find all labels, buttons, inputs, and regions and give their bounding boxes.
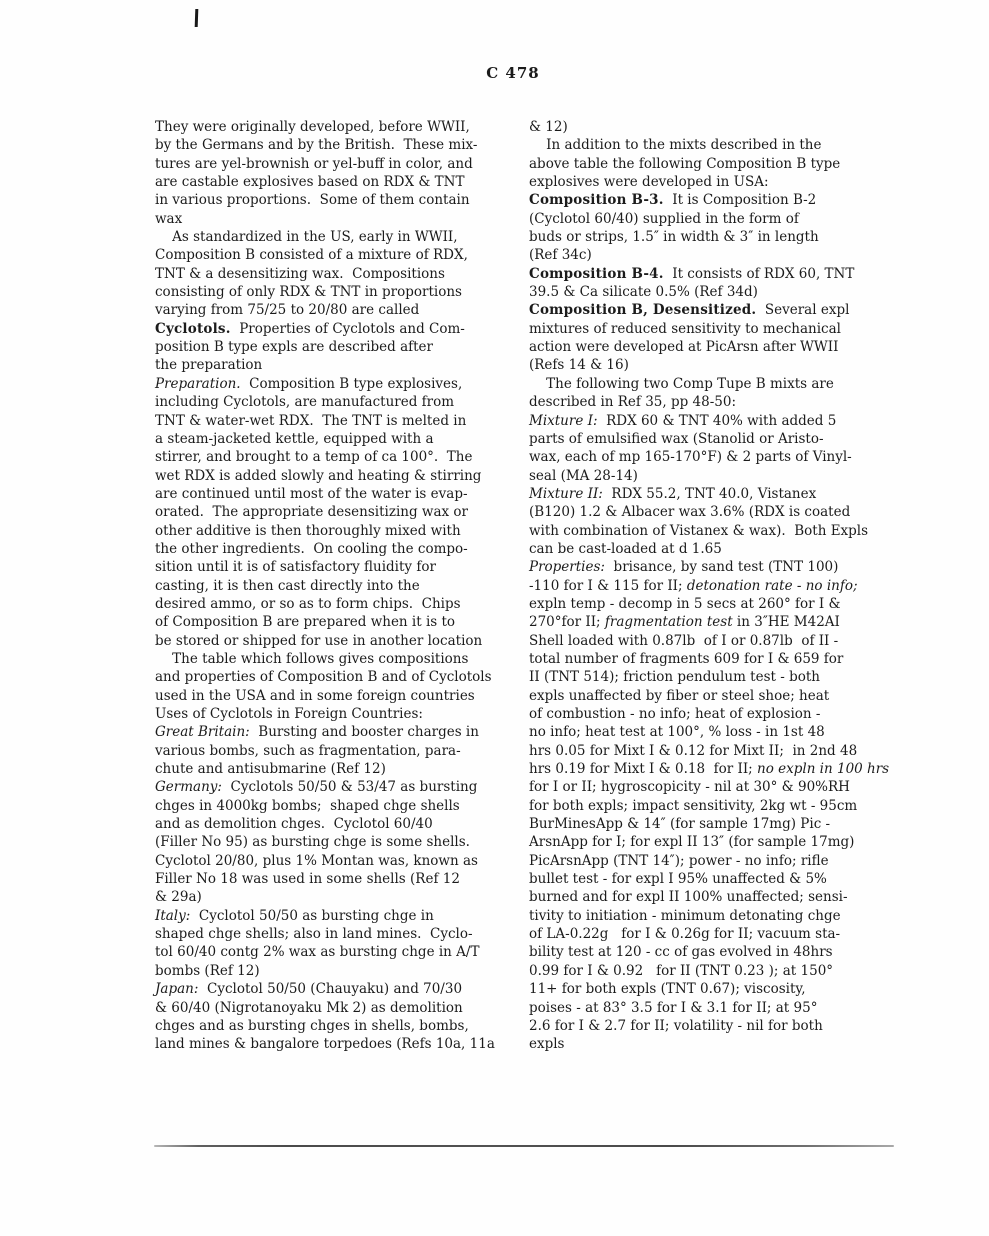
text-line — [155, 503, 500, 521]
text-segment: Composition B type explosives, — [240, 375, 463, 392]
text-line — [529, 356, 929, 374]
text-line — [155, 1035, 500, 1053]
text-line — [529, 173, 929, 191]
text-line — [529, 833, 929, 851]
text-segment: Filler No 18 was used in some shells (Ref 12 — [155, 871, 460, 888]
text-segment: and as demolition chges. Cyclotol 60/40 — [155, 816, 433, 833]
text-segment: expls unaffected by fiber or steel shoe; heat — [529, 687, 830, 704]
text-line — [155, 540, 500, 558]
text-segment: casting, it is then cast directly into the — [155, 577, 420, 594]
text-segment: hrs 0.05 for Mixt I & 0.12 for Mixt II; in 2nd 48 — [529, 742, 858, 759]
text-line — [155, 760, 500, 778]
text-segment: (Cyclotol 60/40) supplied in the form of — [529, 210, 799, 227]
text-line — [529, 962, 929, 980]
text-line — [155, 705, 500, 723]
italic-text-segment: Preparation. — [155, 375, 241, 392]
text-segment: sition until it is of satisfactory fluidity for — [155, 559, 436, 576]
text-line — [155, 522, 500, 540]
text-segment: can be cast-loaded at d 1.65 — [529, 540, 722, 557]
text-line — [529, 375, 929, 393]
text-segment: (Ref 34c) — [529, 247, 592, 264]
text-segment: the other ingredients. On cooling the compo- — [155, 540, 468, 557]
text-segment: brisance, by sand test (TNT 100) — [604, 559, 839, 576]
text-segment: -110 for I & 115 for II; — [529, 577, 687, 594]
text-segment: with combination of Vistanex & wax). Both Expls — [529, 522, 869, 539]
text-segment: are castable explosives based on RDX & TNT — [155, 174, 465, 191]
text-segment: burned and for expl II 100% unaffected; sensi- — [529, 889, 848, 906]
text-segment: TNT & a desensitizing wax. Compositions — [155, 265, 445, 282]
column-right — [529, 118, 929, 1054]
text-segment: PicArsnApp (TNT 14″); power - no info; rifle — [529, 852, 829, 869]
text-line — [155, 962, 500, 980]
bold-text-segment: Composition B-3. — [529, 192, 664, 209]
text-line — [529, 705, 929, 723]
text-segment: for I or II; hygroscopicity - nil at 30° & 90%RH — [529, 779, 850, 796]
text-line — [155, 136, 500, 154]
italic-text-segment: Properties: — [529, 559, 605, 576]
text-line — [529, 283, 929, 301]
text-segment: 0.99 for I & 0.92 for II (TNT 0.23 ); at 150° — [529, 962, 834, 979]
text-line — [529, 595, 929, 613]
text-segment: bullet test - for expl I 95% unaffected & 5% — [529, 871, 827, 888]
text-segment: chute and antisubmarine (Ref 12) — [155, 761, 386, 778]
italic-text-segment: no expln in 100 hrs — [757, 761, 890, 778]
text-segment: TNT & water-wet RDX. The TNT is melted in — [155, 412, 467, 429]
text-line — [155, 173, 500, 191]
text-segment: & 60/40 (Nigrotanoyaku Mk 2) as demolition — [155, 999, 463, 1016]
text-line — [529, 503, 929, 521]
text-segment: The following two Comp Tupe B mixts are — [529, 375, 834, 392]
text-line — [155, 870, 500, 888]
text-segment: seal (MA 28-14) — [529, 467, 638, 484]
text-line — [529, 136, 929, 154]
text-line — [155, 210, 500, 228]
text-segment: wax, each of mp 165-170°F) & 2 parts of Vinyl- — [529, 449, 852, 466]
italic-text-segment: Japan: — [155, 981, 199, 998]
text-segment: above table the following Composition B type — [529, 155, 841, 172]
text-segment: explosives were developed in USA: — [529, 174, 769, 191]
text-segment: including Cyclotols, are manufactured from — [155, 394, 455, 411]
text-segment: a steam-jacketed kettle, equipped with a — [155, 430, 434, 447]
text-segment: expls — [529, 1036, 565, 1053]
text-line — [529, 1017, 929, 1035]
text-line — [529, 650, 929, 668]
text-segment: Several expl — [756, 302, 850, 319]
text-line — [529, 246, 929, 264]
italic-text-segment: Mixture II: — [529, 485, 603, 502]
text-segment: (Refs 14 & 16) — [529, 357, 629, 374]
text-line — [155, 338, 500, 356]
text-line — [155, 980, 500, 998]
text-segment: 270°for II; — [529, 614, 605, 631]
text-segment: described in Ref 35, pp 48-50: — [529, 394, 737, 411]
text-segment: & 12) — [529, 119, 568, 135]
text-line — [529, 155, 929, 173]
text-segment: be stored or shipped for use in another location — [155, 632, 483, 649]
text-line — [155, 943, 500, 961]
text-segment: action were developed at PicArsn after WWII — [529, 339, 839, 356]
bold-text-segment: Composition B-4. — [529, 265, 664, 282]
text-segment: 2.6 for I & 2.7 for II; volatility - nil for both — [529, 1017, 823, 1034]
bold-text-segment: Composition B, Desensitized. — [529, 302, 757, 319]
text-segment: chges in 4000kg bombs; shaped chge shells — [155, 797, 460, 814]
text-line — [529, 723, 929, 741]
text-segment: total number of fragments 609 for I & 659 for — [529, 650, 844, 667]
text-segment: by the Germans and by the British. These mix- — [155, 137, 478, 154]
text-segment: parts of emulsified wax (Stanolid or Aristo- — [529, 430, 824, 447]
text-segment: and properties of Composition B and of Cyclotols — [155, 669, 492, 686]
text-line — [155, 1017, 500, 1035]
text-segment: chges and as bursting chges in shells, bombs, — [155, 1017, 469, 1034]
text-line — [529, 448, 929, 466]
text-line — [155, 577, 500, 595]
text-segment: various bombs, such as fragmentation, para- — [155, 742, 461, 759]
text-line — [155, 301, 500, 319]
scan-artifact-mark — [195, 9, 199, 27]
text-line — [529, 778, 929, 796]
text-segment: RDX 55.2, TNT 40.0, Vistanex — [602, 485, 817, 502]
text-segment: in various proportions. Some of them contain — [155, 192, 470, 209]
text-line — [155, 246, 500, 264]
text-line — [155, 833, 500, 851]
text-line — [155, 155, 500, 173]
text-line — [155, 265, 500, 283]
text-segment: They were originally developed, before WWII, — [155, 119, 470, 135]
text-line — [529, 485, 929, 503]
text-line — [529, 118, 929, 136]
italic-text-segment: fragmentation test — [604, 614, 733, 631]
text-line — [529, 632, 929, 650]
text-segment: wet RDX is added slowly and heating & stirring — [155, 467, 482, 484]
text-line — [155, 687, 500, 705]
text-line — [529, 412, 929, 430]
text-segment: of LA-0.22g for I & 0.26g for II; vacuum sta- — [529, 926, 841, 943]
text-line — [529, 430, 929, 448]
text-line — [155, 778, 500, 796]
text-line — [155, 467, 500, 485]
text-segment: II (TNT 514); friction pendulum test - both — [529, 669, 820, 686]
text-segment: of combustion - no info; heat of explosion - — [529, 706, 821, 722]
text-line — [529, 301, 929, 319]
text-line — [155, 448, 500, 466]
text-segment: orated. The appropriate desensitizing wax or — [155, 504, 468, 521]
text-line — [155, 485, 500, 503]
text-segment: (B120) 1.2 & Albacer wax 3.6% (RDX is coated — [529, 504, 851, 521]
text-segment: wax — [155, 210, 183, 227]
text-line — [155, 412, 500, 430]
text-line — [529, 228, 929, 246]
text-line — [529, 943, 929, 961]
text-segment: mixtures of reduced sensitivity to mechanical — [529, 320, 841, 337]
text-segment: poises - at 83° 3.5 for I & 3.1 for II; at 95° — [529, 999, 818, 1016]
text-line — [155, 228, 500, 246]
text-line — [529, 852, 929, 870]
text-line — [529, 613, 929, 631]
text-segment: hrs 0.19 for Mixt I & 0.18 for II; — [529, 761, 758, 778]
text-segment: tivity to initiation - minimum detonating chge — [529, 907, 841, 924]
text-line — [529, 320, 929, 338]
text-segment: (Filler No 95) as bursting chge is some shells. — [155, 834, 470, 851]
text-line — [155, 650, 500, 668]
text-segment: tures are yel-brownish or yel-buff in color, and — [155, 155, 473, 172]
text-line — [529, 522, 929, 540]
text-line — [155, 320, 500, 338]
text-line — [155, 375, 500, 393]
text-segment: It is Composition B-2 — [663, 192, 817, 209]
text-line — [529, 980, 929, 998]
text-line — [529, 540, 929, 558]
text-segment: 39.5 & Ca silicate 0.5% (Ref 34d) — [529, 284, 758, 301]
text-line — [155, 742, 500, 760]
text-segment: for both expls; impact sensitivity, 2kg wt - 95cm — [529, 797, 858, 814]
italic-text-segment: Mixture I: — [529, 412, 598, 429]
text-segment: BurMinesApp & 14″ (for sample 17mg) Pic - — [529, 816, 831, 833]
bold-text-segment: Cyclotols. — [155, 320, 231, 337]
text-line — [155, 613, 500, 631]
text-line — [529, 668, 929, 686]
text-line — [529, 925, 929, 943]
text-segment: Uses of Cyclotols in Foreign Countries: — [155, 706, 423, 722]
text-segment: In addition to the mixts described in the — [529, 137, 822, 154]
text-line — [155, 118, 500, 136]
text-segment: Cyclotol 50/50 (Chauyaku) and 70/30 — [198, 981, 463, 998]
text-line — [529, 687, 929, 705]
text-line — [155, 632, 500, 650]
text-line — [529, 999, 929, 1017]
text-line — [155, 668, 500, 686]
text-segment: Cyclotols 50/50 & 53/47 as bursting — [221, 779, 478, 796]
text-segment: are continued until most of the water is evap- — [155, 485, 468, 502]
text-line — [529, 907, 929, 925]
text-segment: shaped chge shells; also in land mines. Cyclo- — [155, 926, 473, 943]
text-line — [529, 760, 929, 778]
text-segment: consisting of only RDX & TNT in proportions — [155, 284, 462, 301]
text-line — [155, 558, 500, 576]
text-segment: bility test at 120 - cc of gas evolved in 48hrs — [529, 944, 833, 961]
text-segment: no info; heat test at 100°, % loss - in 1st 48 — [529, 724, 825, 741]
italic-text-segment: Great Britain: — [155, 724, 250, 741]
text-line — [155, 356, 500, 374]
text-segment: & 29a) — [155, 889, 202, 906]
text-segment: ArsnApp for I; for expl II 13″ (for sample 17mg) — [529, 834, 855, 851]
text-segment: desired ammo, or so as to form chips. Chips — [155, 595, 461, 612]
text-line — [155, 430, 500, 448]
text-line — [529, 467, 929, 485]
text-segment: Bursting and booster charges in — [249, 724, 479, 741]
text-segment: position B type expls are described after — [155, 339, 433, 356]
text-segment: Shell loaded with 0.87lb of I or 0.87lb of II - — [529, 632, 839, 649]
text-line — [155, 907, 500, 925]
italic-text-segment: detonation rate - no info; — [686, 577, 858, 594]
text-line — [529, 815, 929, 833]
text-line — [529, 870, 929, 888]
text-segment: 11+ for both expls (TNT 0.67); viscosity, — [529, 981, 806, 998]
text-segment: Composition B consisted of a mixture of RDX, — [155, 247, 468, 264]
text-segment: bombs (Ref 12) — [155, 962, 260, 979]
text-line — [155, 999, 500, 1017]
text-line — [529, 577, 929, 595]
text-line — [155, 595, 500, 613]
text-segment: in 3″HE M42AI — [732, 614, 840, 631]
italic-text-segment: Italy: — [155, 907, 191, 924]
text-segment: expln temp - decomp in 5 secs at 260° for I & — [529, 595, 841, 612]
text-segment: Cyclotol 20/80, plus 1% Montan was, known as — [155, 852, 478, 869]
text-segment: stirrer, and brought to a temp of ca 100°. The — [155, 449, 473, 466]
text-line — [155, 191, 500, 209]
text-segment: of Composition B are prepared when it is to — [155, 614, 456, 631]
text-line — [155, 797, 500, 815]
text-line — [529, 265, 929, 283]
text-line — [155, 723, 500, 741]
text-line — [155, 283, 500, 301]
text-segment: varying from 75/25 to 20/80 are called — [155, 302, 420, 319]
column-left — [155, 118, 500, 1054]
bottom-rule — [154, 1145, 894, 1147]
text-segment: other additive is then thoroughly mixed with — [155, 522, 461, 539]
text-segment: The table which follows gives compositions — [155, 650, 469, 667]
text-segment: land mines & bangalore torpedoes (Refs 10a, 11a — [155, 1036, 495, 1053]
text-line — [529, 888, 929, 906]
text-line — [155, 888, 500, 906]
text-line — [529, 210, 929, 228]
text-segment: buds or strips, 1.5″ in width & 3″ in length — [529, 229, 819, 246]
text-line — [529, 1035, 929, 1053]
text-line — [529, 742, 929, 760]
text-segment: It consists of RDX 60, TNT — [663, 265, 855, 282]
text-line — [529, 191, 929, 209]
text-segment: Properties of Cyclotols and Com- — [230, 320, 465, 337]
italic-text-segment: Germany: — [155, 779, 222, 796]
text-line — [529, 393, 929, 411]
text-line — [529, 338, 929, 356]
page-number-header: C 478 — [486, 64, 540, 82]
text-line — [155, 393, 500, 411]
text-line — [529, 797, 929, 815]
text-segment: RDX 60 & TNT 40% with added 5 — [597, 412, 837, 429]
text-segment: As standardized in the US, early in WWII, — [155, 229, 458, 246]
text-line — [155, 925, 500, 943]
text-segment: tol 60/40 contg 2% wax as bursting chge in A/T — [155, 944, 480, 961]
text-segment: used in the USA and in some foreign countries — [155, 687, 475, 704]
text-line — [155, 815, 500, 833]
text-segment: the preparation — [155, 357, 263, 374]
text-line — [529, 558, 929, 576]
text-line — [155, 852, 500, 870]
text-segment: Cyclotol 50/50 as bursting chge in — [190, 907, 434, 924]
